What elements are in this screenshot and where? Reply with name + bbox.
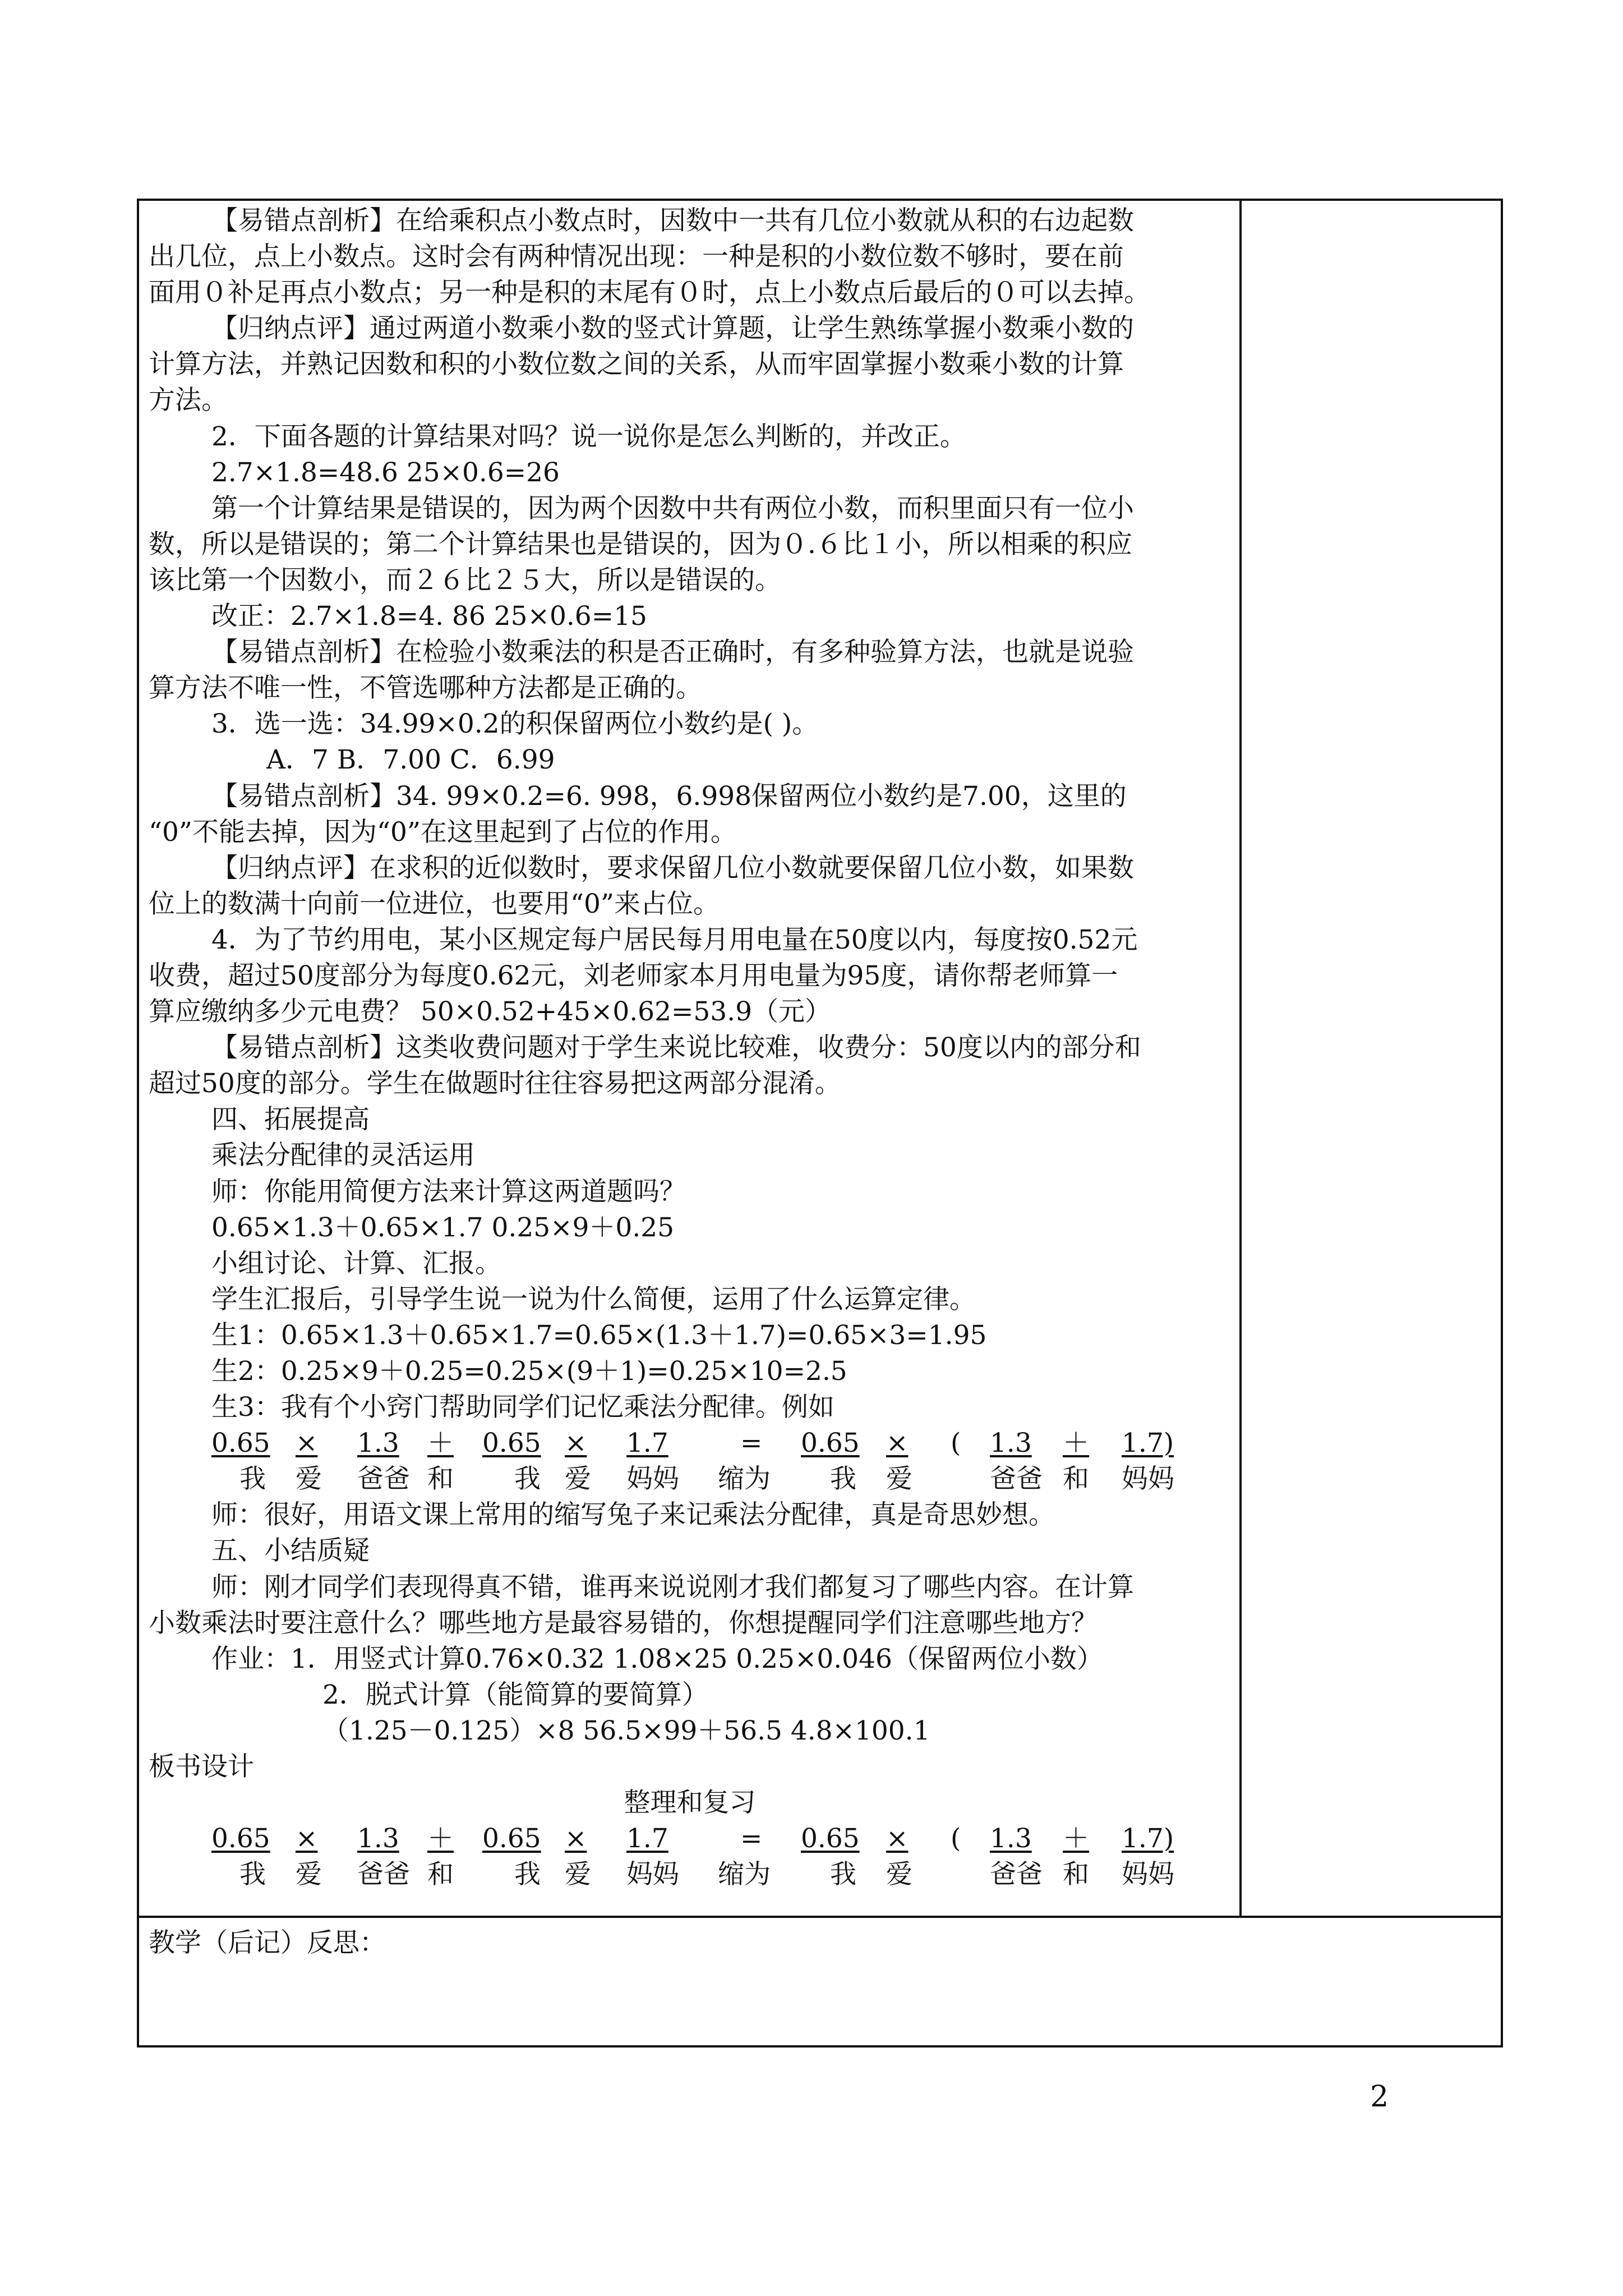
text-line: 生2：0.25×9＋0.25=0.25×(9＋1)=0.25×10=2.5 [211, 1356, 847, 1387]
table-row-divider [137, 1916, 1503, 1918]
board-word: 我 [830, 1859, 856, 1890]
section-heading: 四、拓展提高 [211, 1104, 370, 1135]
text-line: “0”不能去掉，因为“0”在这里起到了占位的作用。 [149, 816, 737, 848]
text-line: 位上的数满十向前一位进位，也要用“0”来占位。 [149, 888, 720, 919]
mnemonic-word: 爱 [886, 1464, 912, 1495]
board-term: 1.7 [626, 1823, 668, 1855]
board-term: 0.65 [211, 1823, 270, 1855]
board-word: 爱 [565, 1859, 591, 1890]
mnemonic-word: 妈妈 [626, 1464, 679, 1495]
text-line: 计算方法，并熟记因数和积的小数位数之间的关系，从而牢固掌握小数乘小数的计算 [149, 349, 1124, 380]
board-term: 1.3 [357, 1823, 399, 1855]
text-line: 生3：我有个小窍门帮助同学们记忆乘法分配律。例如 [211, 1392, 834, 1423]
text-line: 师：你能用简便方法来计算这两道题吗？ [211, 1176, 686, 1207]
mnemonic-term: 1.3 [357, 1428, 399, 1459]
text-line: 【归纳点评】在求积的近似数时，要求保留几位小数就要保留几位小数，如果数 [211, 852, 1134, 884]
question-2: 2．下面各题的计算结果对吗？说一说你是怎么判断的，并改正。 [211, 421, 966, 452]
mnemonic-term: × [296, 1428, 318, 1459]
text-line: 师：刚才同学们表现得真不错，谁再来说说刚才我们都复习了哪些内容。在计算 [211, 1571, 1134, 1603]
mnemonic-term: 1.7 [626, 1428, 668, 1459]
text-line: 收费，超过50度部分为每度0.62元，刘老师家本月用电量为95度，请你帮老师算一 [149, 960, 1118, 991]
mnemonic-term: 0.65 [211, 1428, 270, 1459]
question-3-options: A．7 B．7.00 C．6.99 [266, 744, 555, 776]
text-line: 小组讨论、计算、汇报。 [211, 1248, 501, 1279]
board-word: 爸爸 [990, 1859, 1043, 1890]
mnemonic-word: 我 [830, 1464, 856, 1495]
mnemonic-word-row [149, 1461, 1231, 1497]
board-term: × [565, 1823, 587, 1855]
reflection-label: 教学（后记）反思： [149, 1927, 386, 1958]
text-line: 算方法不唯一性，不管选哪种方法都是正确的。 [149, 673, 702, 704]
board-term: 0.65 [482, 1823, 541, 1855]
board-term: = [740, 1823, 763, 1855]
mnemonic-word: 爱 [296, 1464, 322, 1495]
text-line: 【易错点剖析】这类收费问题对于学生来说比较难，收费分：50度以内的部分和 [211, 1032, 1141, 1064]
board-word: 爱 [886, 1859, 912, 1890]
board-term: ＋ [427, 1823, 454, 1855]
text-line: 【易错点剖析】34. 99×0.2=6. 998，6.998保留两位小数约是7.00，这里的 [211, 780, 1127, 812]
board-word: 我 [239, 1859, 266, 1890]
board-word-row [149, 1857, 1231, 1893]
mnemonic-term: ＋ [1063, 1428, 1089, 1459]
section-heading: 五、小结质疑 [211, 1535, 370, 1567]
mnemonic-word: 爸爸 [990, 1464, 1043, 1495]
mnemonic-term: × [565, 1428, 587, 1459]
board-term: ＋ [1063, 1823, 1089, 1855]
board-term: × [296, 1823, 318, 1855]
text-line: 师：很好，用语文课上常用的缩写兔子来记乘法分配律，真是奇思妙想。 [211, 1499, 1055, 1531]
mnemonic-word: 缩为 [718, 1464, 771, 1495]
mnemonic-term: 0.65 [801, 1428, 860, 1459]
text-line: 该比第一个因数小，而２６比２５大，所以是错误的。 [149, 564, 781, 596]
mnemonic-term: ＋ [427, 1428, 454, 1459]
board-term: 0.65 [801, 1823, 860, 1855]
text-line: 超过50度的部分。学生在做题时往往容易把这两部分混淆。 [149, 1068, 841, 1099]
board-word: 和 [1063, 1859, 1089, 1890]
question-4: 4．为了节约用电，某小区规定每户居民每月用电量在50度以内，每度按0.52元 [211, 924, 1138, 955]
mnemonic-term: 0.65 [482, 1428, 541, 1459]
text-line: 面用０补足再点小数点；另一种是积的末尾有０时，点上小数点后最后的０可以去掉。 [149, 277, 1150, 309]
board-design-label: 板书设计 [149, 1751, 254, 1783]
board-term: ( [951, 1823, 961, 1855]
mnemonic-expression-row [149, 1425, 1231, 1461]
homework-line: 2．脱式计算（能简算的要简算） [322, 1679, 708, 1710]
board-word: 爱 [296, 1859, 322, 1890]
text-line: 方法。 [149, 385, 228, 416]
board-word: 缩为 [718, 1859, 771, 1890]
board-title: 整理和复习 [624, 1787, 756, 1819]
mnemonic-term: = [740, 1428, 763, 1459]
board-word: 和 [427, 1859, 454, 1890]
board-word: 我 [514, 1859, 541, 1890]
lesson-content [149, 203, 1231, 1893]
mnemonic-term: 1.7) [1122, 1428, 1174, 1459]
mnemonic-word: 爸爸 [357, 1464, 410, 1495]
page-number: 2 [1370, 2080, 1389, 2114]
mnemonic-word: 和 [427, 1464, 454, 1495]
homework-line: （1.25－0.125）×8 56.5×99＋56.5 4.8×100.1 [322, 1715, 930, 1746]
question-3: 3．选一选：34.99×0.2的积保留两位小数约是( )。 [211, 708, 819, 740]
text-line: 第一个计算结果是错误的，因为两个因数中共有两位小数，而积里面只有一位小 [211, 493, 1134, 524]
text-line: 乘法分配律的灵活运用 [211, 1140, 475, 1171]
mnemonic-word: 和 [1063, 1464, 1089, 1495]
mnemonic-term: 1.3 [990, 1428, 1032, 1459]
board-term: 1.7) [1122, 1823, 1174, 1855]
mnemonic-term: ( [951, 1428, 961, 1459]
text-line: 数，所以是错误的；第二个计算结果也是错误的，因为０.６比１小，所以相乘的积应 [149, 528, 1132, 560]
mnemonic-word: 我 [514, 1464, 541, 1495]
text-line: 算应缴纳多少元电费？ 50×0.52+45×0.62=53.9（元） [149, 996, 832, 1028]
board-word: 爸爸 [357, 1859, 410, 1890]
mnemonic-word: 爱 [565, 1464, 591, 1495]
board-expression-row [149, 1821, 1231, 1857]
board-word: 妈妈 [626, 1859, 679, 1890]
board-word: 妈妈 [1122, 1859, 1174, 1890]
text-line: 【易错点剖析】在给乘积点小数点时，因数中一共有几位小数就从积的右边起数 [211, 205, 1134, 236]
board-term: 1.3 [990, 1823, 1032, 1855]
text-line: 小数乘法时要注意什么？哪些地方是最容易错的，你想提醒同学们注意哪些地方？ [149, 1607, 1098, 1639]
text-line: 0.65×1.3＋0.65×1.7 0.25×9＋0.25 [211, 1212, 675, 1243]
text-line: 改正：2.7×1.8=4. 86 25×0.6=15 [211, 601, 647, 632]
board-term: × [886, 1823, 909, 1855]
mnemonic-word: 妈妈 [1122, 1464, 1174, 1495]
text-line: 【易错点剖析】在检验小数乘法的积是否正确时，有多种验算方法，也就是说验 [211, 637, 1134, 668]
text-line: 学生汇报后，引导学生说一说为什么简便，运用了什么运算定律。 [211, 1283, 976, 1315]
text-line: 生1：0.65×1.3＋0.65×1.7=0.65×(1.3＋1.7)=0.65×3=1.95 [211, 1319, 987, 1351]
text-line: 出几位，点上小数点。这时会有两种情况出现：一种是积的小数位数不够时，要在前 [149, 241, 1124, 273]
table-column-divider [1239, 199, 1242, 1917]
mnemonic-term: × [886, 1428, 909, 1459]
text-line: 2.7×1.8=48.6 25×0.6=26 [211, 457, 560, 488]
text-line: 【归纳点评】通过两道小数乘小数的竖式计算题，让学生熟练掌握小数乘小数的 [211, 313, 1134, 344]
homework-line: 作业：1．用竖式计算0.76×0.32 1.08×25 0.25×0.046（保留两位小数） [211, 1643, 1103, 1674]
mnemonic-word: 我 [239, 1464, 266, 1495]
